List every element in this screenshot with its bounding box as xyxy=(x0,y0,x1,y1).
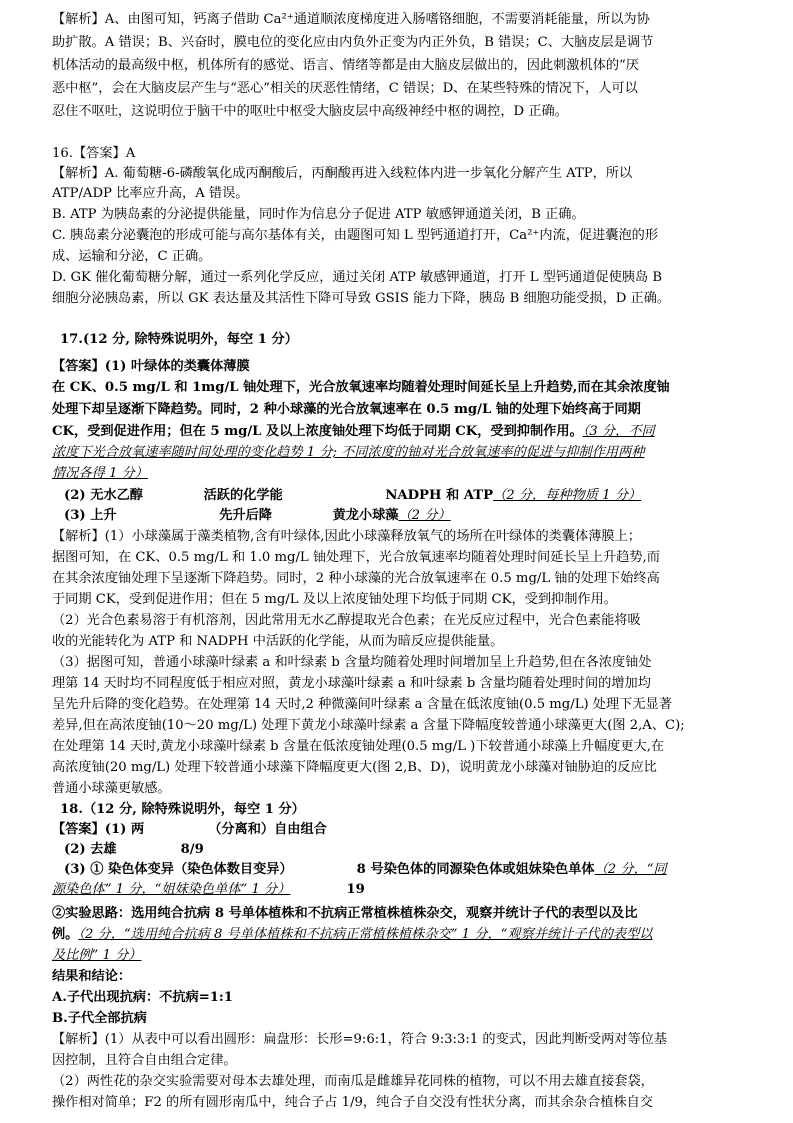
q18-analysis-line: 操作相对简单；F2 的所有圆形南瓜中，纯合子占 1/9，纯合子自交没有性状分离，而其余杂合植株自交 xyxy=(52,1095,654,1110)
q18-result-a: A.子代出现抗病：不抗病=1:1 xyxy=(52,990,233,1005)
q16-analysis-line: 细胞分泌胰岛素，所以 GK 表达量及其活性下降可导致 GSIS 能力下降，胰岛 B 细胞功能受损，D 正确。 xyxy=(52,291,671,306)
q17-answer-1-note-line: 情况各得 1 分） xyxy=(52,466,148,481)
q18-header: 18.（12 分, 除特殊说明外，每空 1 分） xyxy=(60,802,305,817)
q16-analysis-line: C. 胰岛素分泌囊泡的形成可能与高尔基体有关，由题图可知 L 型钙通道打开，Ca²⁺内流，促进囊泡的形 xyxy=(52,228,659,243)
q18-results-title: 结果和结论： xyxy=(52,969,132,984)
q17-analysis-line: 收的光能转化为 ATP 和 NADPH 中活跃的化学能，从而为暗反应提供能量。 xyxy=(52,634,504,649)
q16-analysis-line: 成、运输和分泌，C 正确。 xyxy=(52,249,212,264)
q18-experiment-line-2 xyxy=(52,925,772,945)
q17-answer-2-note: （2 分，每种物质 1 分） xyxy=(493,488,642,503)
q17-answer-3-note: （2 分） xyxy=(398,508,451,523)
q17-answer-2-c: NADPH 和 ATP xyxy=(385,488,494,503)
q17-analysis-line: 高浓度铀(20 mg/L) 处理下较普通小球藻下降幅度更大(图 2,B、D)，说明黄龙小球藻对铀胁迫的反应比 xyxy=(52,760,657,775)
q17-answer-3-no: (3) xyxy=(64,508,86,523)
q17-analysis-line: 理第 14 天时均不同程度低于相应对照，黄龙小球藻叶绿素 a 和叶绿素 b 含量均随着处理时间的增加均 xyxy=(52,676,651,691)
q17-answer-1-note: （3 分，不同 xyxy=(582,424,655,439)
q18-answer-1 xyxy=(52,820,772,840)
q18-experiment: ②实验思路：选用纯合抗病 8 号单体植株和不抗病正常植株植株杂交，观察并统计子代的表型以及比 xyxy=(52,906,638,921)
q15-analysis-line: 机体活动的最高级中枢，机体所有的感觉、语言、情绪等都是由大脑皮层做出的，因此刺激机体的“厌 xyxy=(52,58,639,73)
q15-analysis-line: 助扩散。A 错误；B、兴奋时，膜电位的变化应由内负外正变为内正外负，B 错误；C、大脑皮层是调节 xyxy=(52,35,654,50)
q17-answer-1-line: 处理下却呈逐渐下降趋势。同时，2 种小球藻的光合放氧速率在 0.5 mg/L 铀的处理下始终高于同期 xyxy=(52,402,641,417)
q18-analysis-line: 因控制，且符合自由组合定律。 xyxy=(52,1053,237,1068)
q17-answer-2-a: 无水乙醇 xyxy=(90,488,143,503)
q18-experiment-note-line: 及比例” 1 分） xyxy=(52,948,142,963)
q17-analysis-line: 呈先升后降的变化趋势。在处理第 14 天时,2 种微藻间叶绿素 a 含量在低浓度铀(0.5 mg/L) 处理下无显著 xyxy=(52,697,672,712)
q15-analysis-line: 忍住不呕吐，这说明位于脑干中的呕吐中枢受大脑皮层中高级神经中枢的调控，D 正确。 xyxy=(52,104,568,119)
q18-answer-2-b: 8/9 xyxy=(180,842,204,857)
q17-answer-1-label: 【答案】(1) 叶绿体的类囊体薄膜 xyxy=(52,359,250,374)
q17-answer-2 xyxy=(64,486,784,506)
q17-analysis-line: 于同期 CK，受到促进作用；但在 5 mg/L 及以上浓度铀处理下均低于同期 CK，受到抑制作用。 xyxy=(52,592,617,607)
q17-analysis-line: 差异,但在高浓度铀(10～20 mg/L) 处理下黄龙小球藻叶绿素 a 含量下降幅度较普通小球藻更大(图 2,A、C); xyxy=(52,718,685,733)
q16-analysis-line: ATP/ADP 比率应升高，A 错误。 xyxy=(52,186,249,201)
q18-answer-3-note-tail: 源染色体” 1 分，“姐妹染色单体” 1 分） xyxy=(52,882,291,897)
q18-analysis-line: 【解析】(1）从表中可以看出圆形：扁盘形：长形=9:6:1，符合 9:3:3:1 的变式，因此判断受两对等位基 xyxy=(52,1032,668,1047)
q15-analysis-line: 【解析】A、由图可知，钙离子借助 Ca²⁺通道顺浓度梯度进入肠嗜铬细胞，不需要消耗能量，所以为协 xyxy=(52,12,650,27)
q17-analysis-line: （2）光合色素易溶于有机溶剂，因此常用无水乙醇提取光合色素；在光反应过程中，光合色素能将吸 xyxy=(52,613,641,628)
q16-answer: 16.【答案】A xyxy=(52,146,136,161)
q18-experiment-end: 例。 xyxy=(52,927,79,942)
q18-answer-1-label: 【答案】(1) 两 xyxy=(52,822,145,837)
q16-analysis-line: 【解析】A. 葡萄糖-6-磷酸氧化成丙酮酸后，丙酮酸再进入线粒体内进一步氧化分解产生 ATP，所以 xyxy=(52,166,633,181)
q18-answer-3-label: (3) ① 染色体变异（染色体数目变异） xyxy=(64,862,293,877)
q18-experiment-note: （2 分，“选用纯合抗病 8 号单体植株和不抗病正常植株植株杂交” 1 分，“观察并统计子代的表型以 xyxy=(78,927,653,942)
q17-answer-3-b: 先升后降 xyxy=(219,508,272,523)
q17-answer-3-a: 上升 xyxy=(90,508,117,523)
q16-analysis-line: D. GK 催化葡萄糖分解，通过一系列化学反应，通过关闭 ATP 敏感钾通道，打开 L 型钙通道促使胰岛 B xyxy=(52,270,663,285)
q17-analysis-line: 在其余浓度铀处理下呈逐渐下降趋势。同时，2 种小球藻的光合放氧速率在 0.5 mg/L 铀的处理下始终高 xyxy=(52,571,660,586)
q17-analysis-line: 在处理第 14 天时,黄龙小球藻叶绿素 b 含量在低浓度铀处理(0.5 mg/L )下较普通小球藻上升幅度更大,在 xyxy=(52,739,665,754)
q18-answer-3-note: （2 分，“同 xyxy=(594,862,667,877)
q17-answer-2-b: 活跃的化学能 xyxy=(203,488,283,503)
q18-answer-3-b: 8 号染色体的同源染色体或姐妹染色单体 xyxy=(356,862,595,877)
q17-answer-3 xyxy=(64,506,784,526)
q18-answer-1-b: （分离和）自由组合 xyxy=(208,822,327,837)
q17-analysis-line: 普通小球藻更敏感。 xyxy=(52,781,171,796)
q15-analysis-line: 恶中枢”，会在大脑皮层产生与“恶心”相关的厌恶性情绪，C 错误；D、在某些特殊的情况下，人可以 xyxy=(52,81,638,96)
q18-answer-3-note-line xyxy=(52,880,772,900)
q18-analysis-line: （2）两性花的杂交实验需要对母本去雄处理，而南瓜是雌雄异花同株的植物，可以不用去雄直接套袋， xyxy=(52,1074,654,1089)
q18-answer-2-label: (2) 去雄 xyxy=(64,842,117,857)
q18-answer-2 xyxy=(64,840,784,860)
q17-answer-1-line: 在 CK、0.5 mg/L 和 1mg/L 铀处理下，光合放氧速率均随着处理时间延长呈上升趋势,而在其余浓度铀 xyxy=(52,380,670,395)
q17-answer-3-c: 黄龙小球藻 xyxy=(332,508,399,523)
q16-analysis-line: B. ATP 为胰岛素的分泌提供能量，同时作为信息分子促进 ATP 敏感钾通道关闭，B 正确。 xyxy=(52,207,585,222)
q17-answer-1-text: CK，受到促进作用；但在 5 mg/L 及以上浓度铀处理下均低于同期 CK，受到抑制作用。 xyxy=(52,424,583,439)
q17-answer-1-note-line: 浓度下光合放氧速率随时间处理的变化趋势 1 分; 不同浓度的铀对光合放氧速率的促进与抑制作用两种 xyxy=(52,445,645,460)
q17-analysis-line: （3）据图可知，普通小球藻叶绿素 a 和叶绿素 b 含量均随着处理时间增加呈上升趋势,但在各浓度铀处 xyxy=(52,655,652,670)
q18-answer-3 xyxy=(64,860,784,880)
q17-answer-2-no: (2) xyxy=(64,488,86,503)
q17-analysis-line: 【解析】(1）小球藻属于藻类植物,含有叶绿体,因此小球藻释放氧气的场所在叶绿体的类囊体薄膜上； xyxy=(52,529,641,544)
q18-result-b: B.子代全部抗病 xyxy=(52,1011,147,1026)
q17-header: 17.(12 分, 除特殊说明外，每空 1 分） xyxy=(60,332,298,347)
q17-analysis-line: 据图可知，在 CK、0.5 mg/L 和 1.0 mg/L 铀处理下，光合放氧速率均随着处理时间延长呈上升趋势,而 xyxy=(52,550,660,565)
q17-answer-1-line-with-note xyxy=(52,422,772,442)
page-number: 19 xyxy=(346,882,365,897)
